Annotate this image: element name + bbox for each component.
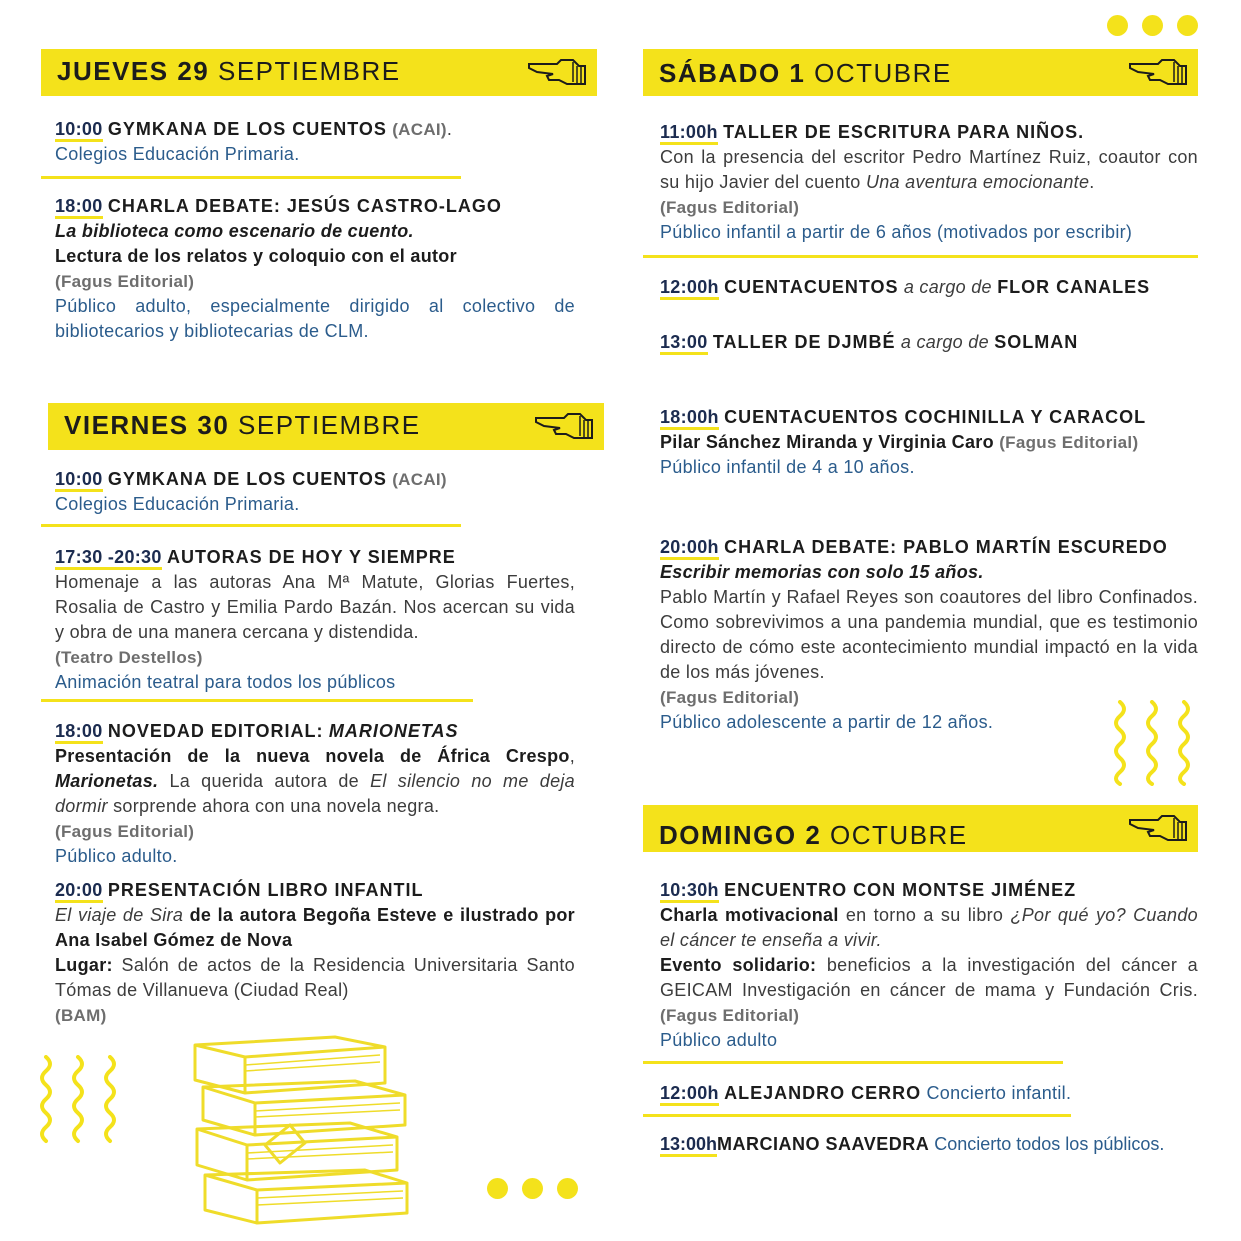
pointing-hand-icon bbox=[1128, 812, 1188, 844]
separator bbox=[41, 699, 473, 702]
wavy-line-icon bbox=[1112, 700, 1194, 786]
day-title: VIERNES 30 SEPTIEMBRE bbox=[64, 410, 421, 440]
decor-dot bbox=[487, 1178, 508, 1199]
separator bbox=[643, 1114, 1071, 1117]
event-sat-4: 18:00h CUENTACUENTOS COCHINILLA Y CARACOL Pilar Sánchez Miranda y Virginia Caro (Fagus Editorial) Público infantil de 4 a 10 años. bbox=[660, 407, 1147, 477]
pointing-hand-icon bbox=[534, 410, 594, 442]
separator bbox=[643, 1061, 1063, 1064]
event-thu-2: 18:00 CHARLA DEBATE: JESÚS CASTRO-LAGO La biblioteca como escenario de cuento. Lectura de los relatos y coloquio con el autor (Fagus Editorial) Público adulto, especialmente dirigido al colectivo de bibliotecarios y bibliotecarias de CLM. bbox=[55, 196, 575, 341]
day-title: JUEVES 29 SEPTIEMBRE bbox=[57, 56, 401, 86]
event-sun-3: 13:00hMARCIANO SAAVEDRA Concierto todos los públicos. bbox=[660, 1132, 1220, 1157]
event-fri-1: 10:00 GYMKANA DE LOS CUENTOS (ACAI) Colegios Educación Primaria. bbox=[55, 469, 447, 514]
separator bbox=[643, 255, 1198, 258]
decor-dot bbox=[557, 1178, 578, 1199]
wavy-line-icon bbox=[38, 1055, 120, 1147]
decor-dot bbox=[1142, 15, 1163, 36]
pointing-hand-icon bbox=[527, 56, 587, 88]
event-sat-2: 12:00h CUENTACUENTOS a cargo de FLOR CANALES bbox=[660, 275, 1198, 300]
decor-dot bbox=[1107, 15, 1128, 36]
day-title: SÁBADO 1 OCTUBRE bbox=[659, 58, 952, 88]
event-fri-2: 17:30 -20:30 AUTORAS DE HOY Y SIEMPRE Homenaje a las autoras Ana Mª Matute, Glorias Fuertes, Rosalia de Castro y Emilia Pardo Bazán. Nos acercan su vida y obra de una manera cercana y distendida. (Teatro Destellos) Animación teatral para todos los públicos bbox=[55, 547, 575, 692]
book-stack-icon bbox=[185, 1025, 415, 1230]
decor-dot bbox=[1177, 15, 1198, 36]
event-fri-3: 18:00 NOVEDAD EDITORIAL: MARIONETAS Presentación de la nueva novela de África Crespo, Marionetas. La querida autora de El silencio no me deja dormir sorprende ahora con una novela negra. (Fagus Editorial) Público adulto. bbox=[55, 721, 575, 866]
event-sat-3: 13:00 TALLER DE DJMBÉ a cargo de SOLMAN bbox=[660, 330, 1198, 355]
day-banner-saturday bbox=[643, 49, 1198, 96]
pointing-hand-icon bbox=[1128, 56, 1188, 88]
day-banner-sunday bbox=[643, 805, 1198, 852]
event-thu-1: 10:00 GYMKANA DE LOS CUENTOS (ACAI). Colegios Educación Primaria. bbox=[55, 119, 453, 164]
separator bbox=[41, 176, 461, 179]
day-banner-thursday bbox=[41, 49, 597, 96]
event-sat-1: 11:00h TALLER DE ESCRITURA PARA NIÑOS. Con la presencia del escritor Pedro Martínez Ruiz, coautor con su hijo Javier del cuento Una aventura emocionante. (Fagus Editorial) Público infantil a partir de 6 años (motivados por escribir) bbox=[660, 122, 1198, 242]
day-title: DOMINGO 2 OCTUBRE bbox=[659, 820, 968, 850]
event-sat-5: 20:00h CHARLA DEBATE: PABLO MARTÍN ESCUREDO Escribir memorias con solo 15 años. Pablo Martín y Rafael Reyes son coautores del libro Confinados. Como sobrevivimos a una pandemia mundial, que es testimonio directo de cómo este acontecimiento mundial impactó en la vida de los más jóvenes. (Fagus Editorial) Público adolescente a partir de 12 años. bbox=[660, 537, 1198, 732]
day-banner-friday bbox=[48, 403, 604, 450]
decor-dot bbox=[522, 1178, 543, 1199]
separator bbox=[41, 524, 461, 527]
event-sun-2: 12:00h ALEJANDRO CERRO Concierto infantil. bbox=[660, 1081, 1198, 1106]
event-sun-1: 10:30h ENCUENTRO CON MONTSE JIMÉNEZ Charla motivacional en torno a su libro ¿Por qué yo? Cuando el cáncer te enseña a vivir. Evento solidario: beneficios a la investigación del cáncer a GEICAM Investigación en cáncer de mama y Fundación Cris. (Fagus Editorial) Público adulto bbox=[660, 880, 1198, 1050]
event-fri-4: 20:00 PRESENTACIÓN LIBRO INFANTIL El viaje de Sira de la autora Begoña Esteve e ilustrado por Ana Isabel Gómez de Nova Lugar: Salón de actos de la Residencia Universitaria Santo Tómas de Villanueva (Ciudad Real) (BAM) bbox=[55, 880, 575, 1025]
